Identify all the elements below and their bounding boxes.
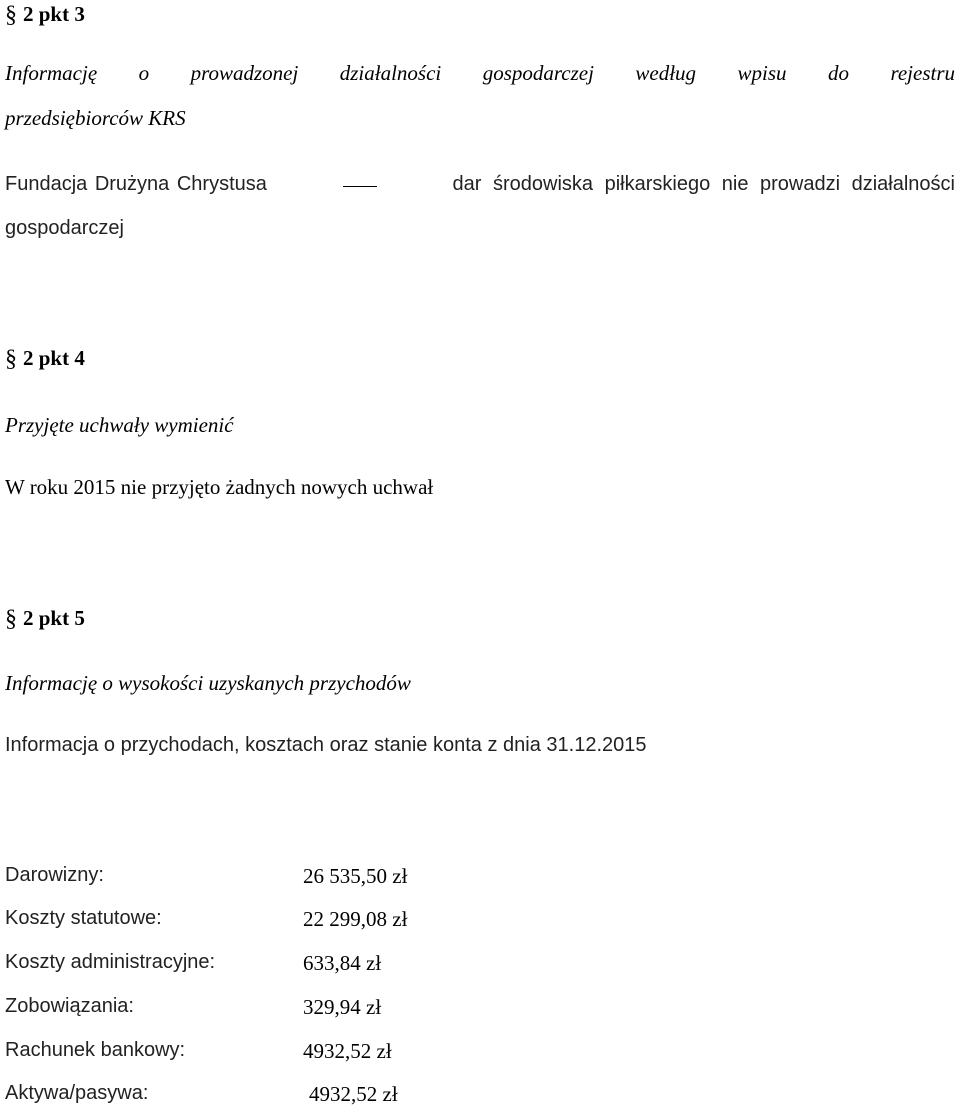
answer-line-1	[5, 174, 955, 194]
financial-row-bank-account	[5, 1039, 605, 1063]
financial-row-administrative-costs	[5, 951, 605, 975]
financial-label: Aktywa/pasywa:	[5, 1082, 149, 1104]
paragraph-sign: §	[5, 2, 17, 28]
financial-row-assets-liabilities	[5, 1082, 605, 1106]
question-text: Przyjęte uchwały wymienić	[5, 413, 234, 437]
section-heading-text: 2 pkt 5	[23, 606, 85, 630]
section-heading-text: 2 pkt 3	[23, 2, 85, 26]
answer-text: W roku 2015 nie przyjęto żadnych nowych uchwał	[5, 475, 434, 499]
financial-value: 633,84 zł	[303, 951, 382, 975]
section-heading-2-pkt-5	[5, 606, 85, 630]
section-heading-text: 2 pkt 4	[23, 346, 85, 370]
answer-text: Informacja o przychodach, kosztach oraz stanie konta z dnia 31.12.2015	[5, 734, 647, 756]
paragraph-sign: §	[5, 346, 17, 372]
section-heading-2-pkt-3	[5, 2, 85, 26]
financial-value: 329,94 zł	[303, 995, 382, 1019]
financial-value: 4932,52 zł	[303, 1039, 392, 1063]
financial-value: 26 535,50 zł	[303, 864, 408, 888]
answer-part-1: Fundacja Drużyna Chrystusa	[5, 173, 267, 195]
section-heading-2-pkt-4	[5, 346, 85, 370]
answer-line-2: gospodarczej	[5, 217, 124, 239]
financial-label: Zobowiązania:	[5, 995, 134, 1017]
question-text: Informację o wysokości uzyskanych przychodów	[5, 671, 411, 695]
answer-part-2: dar środowiska piłkarskiego nie prowadzi działalności	[452, 173, 955, 195]
financial-label: Koszty administracyjne:	[5, 951, 216, 973]
financial-label: Koszty statutowe:	[5, 907, 162, 929]
question-line-1: Informację o prowadzonej działalności gospodarczej według wpisu do rejestru	[5, 61, 955, 85]
financial-row-donations	[5, 864, 605, 888]
paragraph-sign: §	[5, 606, 17, 632]
financial-label: Darowizny:	[5, 864, 104, 886]
financial-label: Rachunek bankowy:	[5, 1039, 186, 1061]
financial-value: 22 299,08 zł	[303, 907, 408, 931]
financial-row-liabilities	[5, 995, 605, 1019]
em-dash-line	[343, 186, 377, 187]
financial-row-statutory-costs	[5, 907, 605, 931]
question-line-2: przedsiębiorców KRS	[5, 106, 186, 130]
financial-value: 4932,52 zł	[309, 1082, 398, 1106]
